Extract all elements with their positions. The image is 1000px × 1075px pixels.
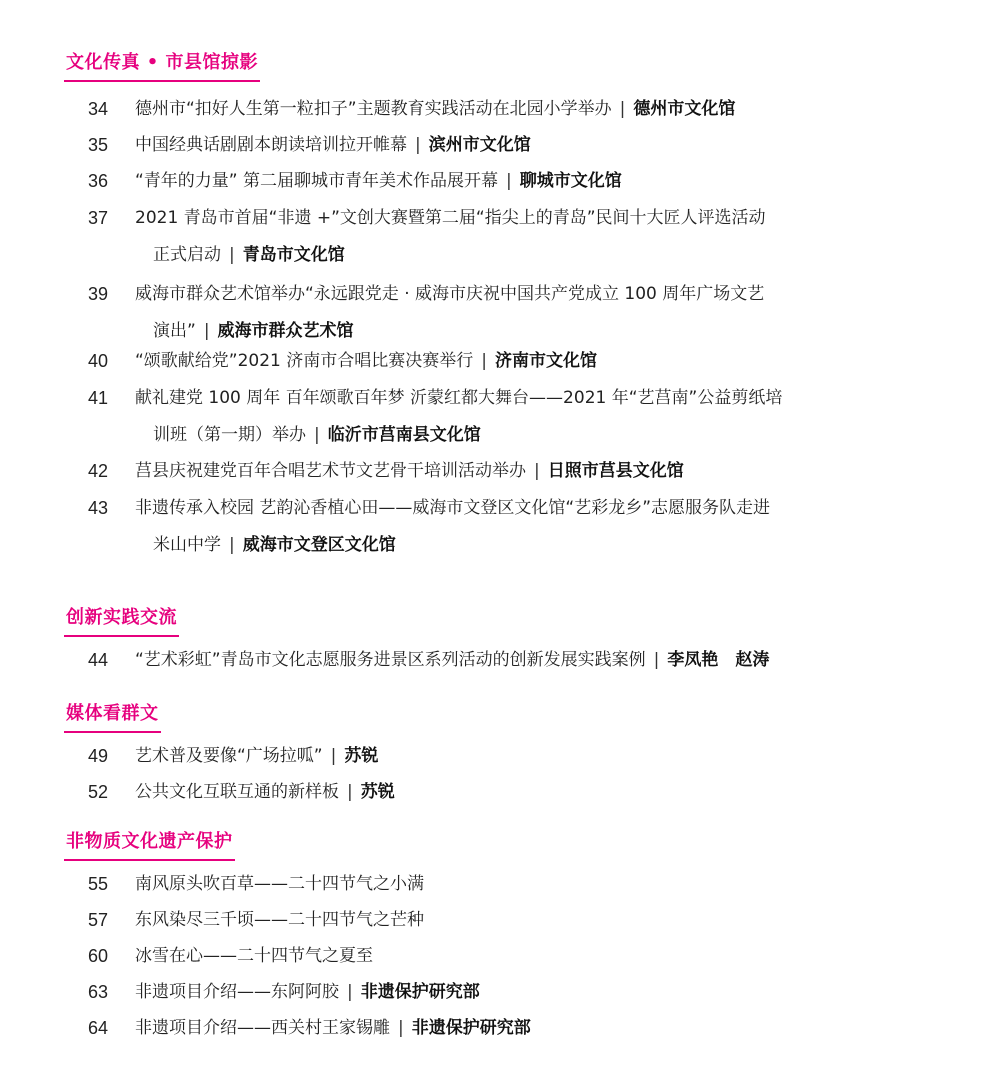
page-number: 36 [88, 171, 109, 191]
entry-title: 非遗项目介绍——东阿阿胶 [135, 982, 339, 1002]
entry-title-line [135, 776, 395, 808]
page-number: 41 [88, 388, 109, 408]
page-number: 39 [88, 284, 109, 304]
entry-author: 非遗保护研究部 [411, 1018, 531, 1038]
entry-author: 苏锐 [360, 782, 395, 802]
entry-title: “艺术彩虹”青岛市文化志愿服务进景区系列活动的创新发展实践案例 [135, 650, 646, 670]
entry-title: 公共文化互联互通的新样板 [135, 782, 339, 802]
entry-title-line [153, 529, 396, 561]
page-number: 55 [88, 874, 109, 894]
page-number: 42 [88, 461, 109, 481]
entry-title: “颂歌献给党”2021 济南市合唱比赛决赛举行 [135, 351, 474, 371]
entry-title: 正式启动 [153, 245, 221, 265]
entry-title: 非遗项目介绍——西关村王家锡雕 [135, 1018, 390, 1038]
page-number: 52 [88, 782, 109, 802]
entry-title: 非遗传承入校园 艺韵沁香植心田——威海市文登区文化馆“艺彩龙乡”志愿服务队走进 [135, 498, 771, 518]
separator: | [653, 650, 660, 670]
page-number: 60 [88, 946, 109, 966]
entry-title-line [135, 129, 531, 161]
entry-author: 非遗保护研究部 [360, 982, 480, 1002]
entry-title: 中国经典话剧剧本朗读培训拉开帷幕 [135, 135, 407, 155]
separator: | [506, 171, 512, 191]
entry-author: 李凤艳 赵涛 [667, 650, 770, 670]
page-number: 44 [88, 650, 109, 670]
entry-title: “青年的力量” 第二届聊城市青年美术作品展开幕 [135, 171, 499, 191]
separator: | [619, 99, 626, 119]
separator: | [398, 1018, 404, 1038]
entry-title-line [135, 345, 597, 377]
separator: | [229, 535, 235, 555]
entry-title-line [135, 492, 770, 524]
separator: | [203, 321, 210, 341]
page-number: 37 [88, 208, 109, 228]
entry-title: 威海市群众艺术馆举办“永远跟党走 · 威海市庆祝中国共产党成立 100 周年广场文艺 [135, 284, 765, 304]
entry-title: 演出” [153, 321, 196, 341]
entry-title: 2021 青岛市首届“非遗 +”文创大赛暨第二届“指尖上的青岛”民间十大匠人评选活动 [135, 208, 766, 228]
entry-title-line [135, 93, 735, 125]
entry-title-line [135, 644, 769, 676]
entry-author: 济南市文化馆 [495, 351, 598, 371]
separator: | [534, 461, 540, 481]
entry-author: 日照市莒县文化馆 [547, 461, 684, 481]
section-heading: 非物质文化遗产保护 [64, 827, 235, 861]
entry-author: 青岛市文化馆 [242, 245, 345, 265]
section-heading: 媒体看群文 [64, 699, 161, 733]
entry-author: 威海市文登区文化馆 [242, 535, 396, 555]
page-number: 34 [88, 99, 109, 119]
entry-author: 苏锐 [344, 746, 379, 766]
entry-author: 威海市群众艺术馆 [217, 321, 354, 341]
entry-title: 东风染尽三千顷——二十四节气之芒种 [135, 910, 424, 930]
page-number: 40 [88, 351, 109, 371]
separator: | [415, 135, 421, 155]
entry-title-line [153, 315, 354, 347]
page-number: 63 [88, 982, 109, 1002]
entry-title-line [135, 940, 373, 972]
page-number: 57 [88, 910, 109, 930]
entry-title-line [135, 740, 378, 772]
entry-title: 冰雪在心——二十四节气之夏至 [135, 946, 373, 966]
separator: | [347, 982, 353, 1002]
entry-title: 南风原头吹百草——二十四节气之小满 [135, 874, 424, 894]
entry-title: 德州市“扣好人生第一粒扣子”主题教育实践活动在北园小学举办 [135, 99, 612, 119]
entry-title: 献礼建党 100 周年 百年颂歌百年梦 沂蒙红都大舞台——2021 年“艺莒南”公益剪纸培 [135, 388, 783, 408]
entry-title-line [135, 1012, 531, 1044]
entry-title: 训班（第一期）举办 [153, 425, 306, 445]
entry-title-line [153, 419, 481, 451]
entry-title: 米山中学 [153, 535, 221, 555]
separator: | [347, 782, 353, 802]
separator: | [481, 351, 488, 371]
entry-author: 德州市文化馆 [633, 99, 736, 119]
section-heading: 文化传真 • 市县馆掠影 [64, 48, 260, 82]
entry-title-line [135, 382, 782, 414]
entry-title: 艺术普及要像“广场拉呱” [135, 746, 323, 766]
entry-title-line [135, 904, 424, 936]
entry-title-line [135, 278, 764, 310]
page-number: 43 [88, 498, 109, 518]
separator: | [314, 425, 320, 445]
separator: | [330, 746, 337, 766]
entry-title: 莒县庆祝建党百年合唱艺术节文艺骨干培训活动举办 [135, 461, 526, 481]
separator: | [229, 245, 235, 265]
entry-author: 临沂市莒南县文化馆 [327, 425, 481, 445]
entry-title-line [135, 165, 622, 197]
entry-title-line [135, 868, 424, 900]
page-number: 64 [88, 1018, 109, 1038]
entry-title-line [135, 455, 684, 487]
page-number: 35 [88, 135, 109, 155]
page-number: 49 [88, 746, 109, 766]
entry-title-line [153, 239, 345, 271]
section-heading: 创新实践交流 [64, 603, 179, 637]
entry-title-line [135, 202, 766, 234]
entry-author: 聊城市文化馆 [519, 171, 622, 191]
entry-author: 滨州市文化馆 [428, 135, 531, 155]
entry-title-line [135, 976, 480, 1008]
